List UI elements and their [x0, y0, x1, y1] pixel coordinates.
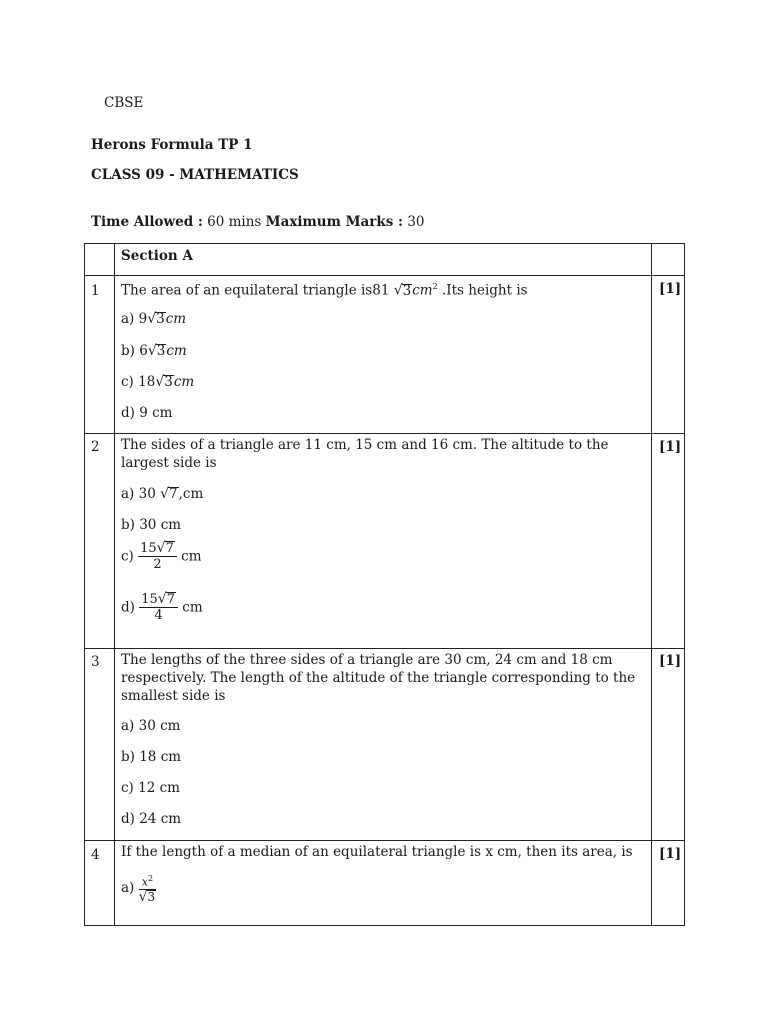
paper-title: Herons Formula TP 1: [91, 137, 253, 153]
question-stem: The area of an equilateral triangle is81 $√3cm^2$ .Its height is: [121, 282, 528, 299]
question-stem: The sides of a triangle are 11 cm, 15 cm and 16 cm. The altitude to the largest side is: [121, 437, 609, 471]
option-a[interactable]: a) 9√3cm: [121, 311, 187, 327]
fraction: $\frac{15√7}{2}$: [138, 541, 177, 572]
board-label: CBSE: [104, 95, 144, 111]
option-b[interactable]: b) 18 cm: [121, 749, 182, 765]
question-marks: [1]: [659, 653, 682, 669]
option-d[interactable]: d) 9 cm: [121, 405, 173, 421]
column-divider-number: [114, 244, 115, 925]
question-marks: [1]: [659, 281, 682, 297]
row-divider: [85, 840, 684, 841]
option-c[interactable]: c) 18√3cm: [121, 374, 195, 390]
max-marks-value: 30: [407, 214, 425, 230]
row-divider: [85, 648, 684, 649]
option-b[interactable]: b) 30 cm: [121, 517, 182, 533]
column-divider-marks: [651, 244, 652, 925]
fraction: $\frac{15√7}{4}$: [139, 592, 178, 623]
question-marks: [1]: [659, 439, 682, 455]
time-allowed-value: 60 mins: [207, 214, 262, 230]
fraction: $\frac{x^2}{√3}$: [138, 874, 156, 905]
max-marks-label: Maximum Marks :: [265, 214, 404, 230]
question-table: [84, 243, 685, 926]
time-allowed-label: Time Allowed :: [91, 214, 203, 230]
section-heading: Section A: [121, 248, 193, 264]
option-d[interactable]: d) $\frac{15√7}{4}$ cm: [121, 591, 203, 623]
row-divider: [85, 275, 684, 276]
question-number: 1: [91, 283, 100, 299]
option-c[interactable]: c) 12 cm: [121, 780, 180, 796]
option-a[interactable]: a) 30 cm: [121, 718, 181, 734]
option-d[interactable]: d) 24 cm: [121, 811, 182, 827]
question-number: 2: [91, 439, 100, 455]
row-divider: [85, 433, 684, 434]
question-number: 3: [91, 654, 100, 670]
option-a[interactable]: a) 30 √7,cm: [121, 486, 204, 502]
option-c[interactable]: c) $\frac{15√7}{2}$ cm: [121, 540, 202, 572]
question-number: 4: [91, 847, 100, 863]
question-stem: If the length of a median of an equilateral triangle is x cm, then its area, is: [121, 844, 633, 860]
question-stem: The lengths of the three sides of a triangle are 30 cm, 24 cm and 18 cm respectively. The length of the altitude of the triangle corresponding to the smallest side is: [121, 652, 636, 704]
question-marks: [1]: [659, 846, 682, 862]
class-subject: CLASS 09 - MATHEMATICS: [91, 167, 299, 183]
option-b[interactable]: b) 6√3cm: [121, 343, 187, 359]
time-marks-line: [91, 214, 425, 230]
option-a[interactable]: a) $\frac{x^2}{√3}$: [121, 874, 156, 905]
